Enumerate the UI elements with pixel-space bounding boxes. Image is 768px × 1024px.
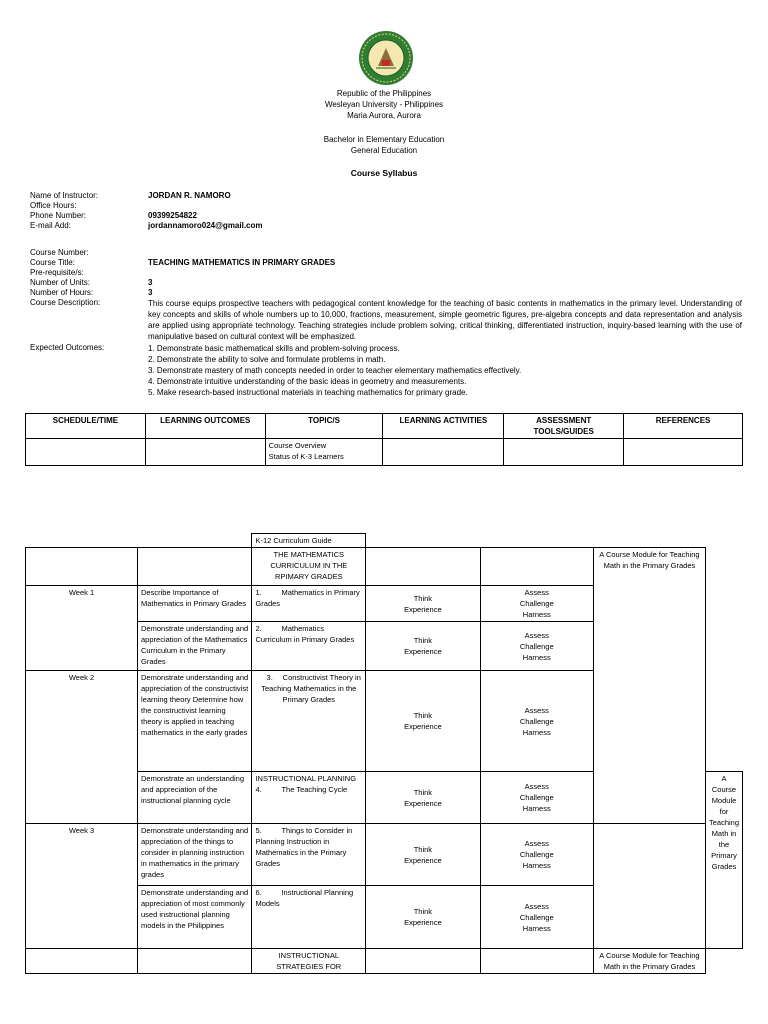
list-item: 5. Make research-based instructional materials in teaching mathematics for primary grade. [148,388,468,397]
info-row [30,288,742,298]
assessment-cell: Assess Challenge Harness [480,886,593,949]
table-row [26,824,743,886]
info-row [30,201,742,211]
course-info [30,248,742,398]
table-row [26,949,743,974]
info-label: Office Hours: [30,201,77,210]
syllabus-table-header [25,413,743,466]
activity-cell: Think Experience [366,824,481,886]
info-label: Phone Number: [30,211,87,220]
assessment-cell: Assess Challenge Harness [480,772,593,824]
assessment-cell: Assess Challenge Harness [480,622,593,671]
reference-cell: A Course Module for Teaching Math in the Primary Grades [705,772,742,949]
topic-text: Status of K-3 Learners [268,452,344,461]
list-item: 2. Demonstrate the ability to solve and formulate problems in math. [148,355,386,364]
info-label: Course Description: [30,298,101,307]
units: 3 [148,278,153,287]
table-row [26,548,743,586]
topic-cell: INSTRUCTIONAL PLANNING 4. The Teaching Cycle [252,772,366,824]
info-label: Name of Instructor: [30,191,99,200]
info-row [30,268,742,278]
program-header [0,134,768,156]
category-line: General Education [350,146,418,155]
prerequisites [148,268,742,278]
col-references: REFERENCES [624,414,743,439]
activity-cell: Think Experience [366,671,481,772]
info-label: Number of Units: [30,278,91,287]
list-item: 1. Demonstrate basic mathematical skills and problem-solving process. [148,344,400,353]
assessment-cell: Assess Challenge Harness [480,824,593,886]
info-row [30,278,742,288]
info-row [30,221,742,231]
outcomes-list [148,343,742,398]
course-title: TEACHING MATHEMATICS IN PRIMARY GRADES [148,258,336,267]
activity-cell: Think Experience [366,622,481,671]
info-label: Course Number: [30,248,89,257]
info-label: E-mail Add: [30,221,71,230]
info-label: Expected Outcomes: [30,343,105,352]
table-row [26,414,743,439]
topic-cell: 2. Mathematics Curriculum in Primary Grades [252,622,366,671]
topic-cell: 1. Mathematics in Primary Grades [252,586,366,622]
topic-cell: 3. Constructivist Theory in Teaching Mathematics in the Primary Grades [252,671,366,772]
list-item: 3. Demonstrate mastery of math concepts needed in order to teacher elementary mathematics effectively. [148,366,522,375]
section-heading: THE MATHEMATICS CURRICULUM IN THE RPIMARY GRADES [252,548,366,586]
reference-cell: A Course Module for Teaching Math in the Primary Grades [593,548,705,824]
topic-cell: K-12 Curriculum Guide [252,534,366,548]
schedule-cell: Week 1 [26,586,138,671]
location-line: Maria Aurora, Aurora [347,111,421,120]
assessment-cell: Assess Challenge Harness [480,586,593,622]
info-row [30,191,742,201]
info-label: Course Title: [30,258,75,267]
topic-cell: 6. Instructional Planning Models [252,886,366,949]
col-assessment: ASSESSMENT TOOLS/GUIDES [504,414,624,439]
course-description: This course equips prospective teachers with pedagogical content knowledge for the teaching of basic contents in mathematics in the primary level. Understanding of key concepts and skills of whole numbers up to 10,000, fractions, measurement, simple geometric figures, pre-algebra concepts and data representation and analysis are applied using appropriate technology. Teaching strategies include problem solving, critical thinking, differentiated instruction, inquiry-based learning with the use of manipulative based on cultural context will be emphasized. [148,299,742,341]
topic-text: Course Overview [268,441,327,450]
info-row [30,343,742,398]
info-row [30,258,742,268]
info-label: Pre-requisite/s: [30,268,84,277]
course-number [148,248,742,258]
section-heading: INSTRUCTIONAL STRATEGIES FOR [252,949,366,974]
schedule-cell: Week 3 [26,824,138,949]
outcome-cell: Demonstrate understanding and appreciation of the constructivist learning theory Determine how the constructivist learning theory is applied in teaching mathematics in the early grades [138,671,252,772]
instructor-name: JORDAN R. NAMORO [148,191,231,200]
assessment-cell: Assess Challenge Harness [480,671,593,772]
syllabus-table-continued [25,533,743,974]
activity-cell: Think Experience [366,886,481,949]
topic-cell: 5. Things to Consider in Planning Instruction in Mathematics in the Primary Grades [252,824,366,886]
activity-cell: Think Experience [366,772,481,824]
col-activities: LEARNING ACTIVITIES [383,414,504,439]
reference-cell: A Course Module for Teaching Math in the Primary Grades [593,949,705,974]
table-row [26,534,743,548]
outcome-cell: Demonstrate understanding and appreciation of the Mathematics Curriculum in the Primary Grades [138,622,252,671]
schedule-cell: Week 2 [26,671,138,824]
outcome-cell: Describe Importance of Mathematics in Primary Grades [138,586,252,622]
institution-header [0,88,768,121]
activity-cell: Think Experience [366,586,481,622]
info-row [30,248,742,258]
republic-line: Republic of the Philippines [336,89,432,98]
info-row [30,298,742,342]
university-seal-icon [358,30,414,86]
hours: 3 [148,288,153,297]
office-hours [148,201,742,211]
col-topics: TOPIC/S [265,414,383,439]
email-address: jordannamoro024@gmail.com [148,221,263,230]
list-item: 4. Demonstrate intuitive understanding of the basic ideas in geometry and measurements. [148,377,467,386]
university-line: Wesleyan University - Philippines [324,100,444,109]
table-row [26,439,743,466]
program-line: Bachelor in Elementary Education [323,135,445,144]
instructor-info [30,191,742,231]
col-schedule: SCHEDULE/TIME [26,414,146,439]
phone-number: 09399254822 [148,211,197,220]
info-row [30,211,742,221]
page-title: Course Syllabus [350,168,418,178]
outcome-cell: Demonstrate understanding and appreciation of most commonly used instructional planning models in the Philippines [138,886,252,949]
topic-cell [265,439,383,466]
col-outcomes: LEARNING OUTCOMES [145,414,265,439]
outcome-cell: Demonstrate an understanding and appreciation of the instructional planning cycle [138,772,252,824]
outcome-cell: Demonstrate understanding and appreciation of the things to consider in planning instruction in mathematics in the primary grades [138,824,252,886]
info-label: Number of Hours: [30,288,94,297]
